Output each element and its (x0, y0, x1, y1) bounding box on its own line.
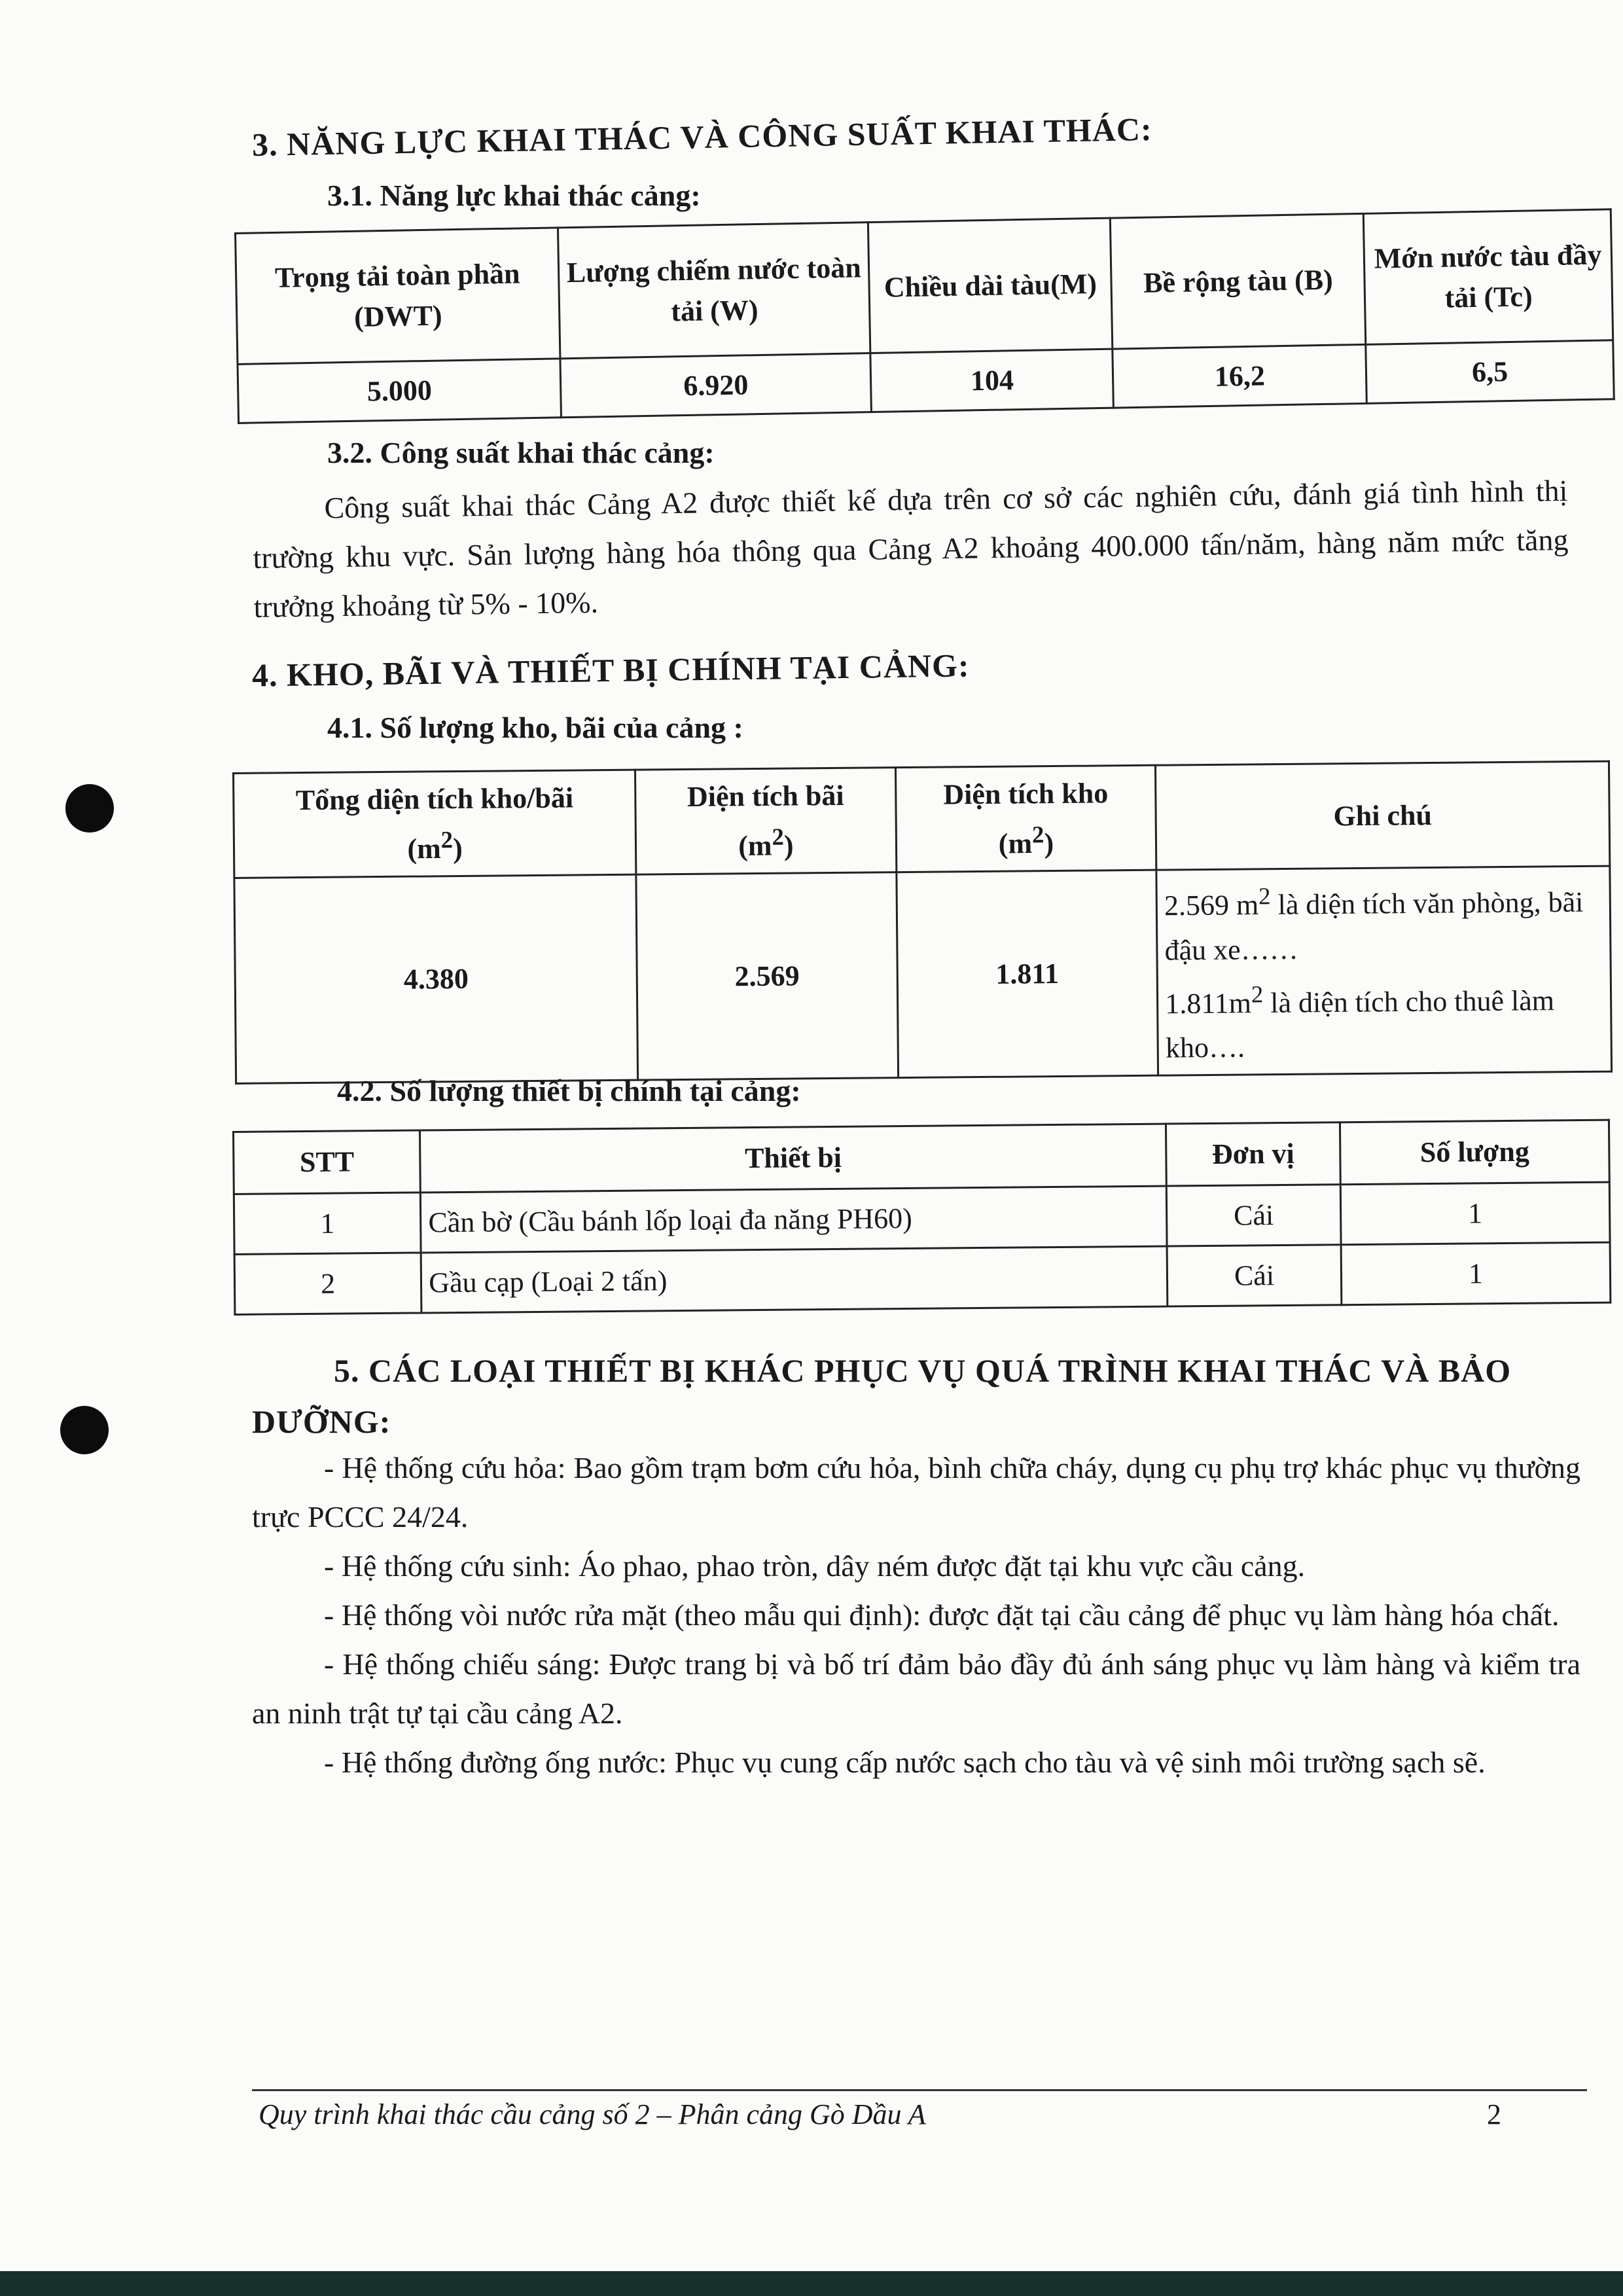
storage-table (232, 761, 1613, 1085)
section-5-body (252, 1443, 1580, 1787)
table-row (234, 1242, 1611, 1314)
section-5-title: 5. CÁC LOẠI THIẾT BỊ KHÁC PHỤC VỤ QUÁ TRÌNH KHAI THÁC VÀ BẢO DƯỠNG: (252, 1352, 1512, 1440)
footer-text: Quy trình khai thác cầu cảng số 2 – Phân cảng Gò Dầu A (259, 2098, 926, 2130)
section-4-1-title: 4.1. Số lượng kho, bãi của cảng : (327, 711, 743, 744)
port-capacity-table (234, 208, 1615, 424)
value-total-area: 4.380 (234, 874, 638, 1084)
row-equipment: Gầu cạp (Loại 2 tấn) (421, 1246, 1168, 1313)
value-warehouse-area: 1.811 (897, 870, 1158, 1078)
list-item: - Hệ thống cứu hỏa: Bao gồm trạm bơm cứu hỏa, bình chữa cháy, dụng cụ phụ trợ khác phục vụ thường trực PCCC 24/24. (252, 1451, 1580, 1534)
section-4-2-title: 4.2. Số lượng thiết bị chính tại cảng: (337, 1074, 801, 1107)
row-stt: 1 (234, 1193, 421, 1254)
page-number: 2 (1487, 2098, 1501, 2130)
row-quantity: 1 (1341, 1242, 1611, 1305)
row-unit: Cái (1167, 1245, 1342, 1306)
row-quantity: 1 (1340, 1182, 1610, 1245)
equipment-table (232, 1119, 1611, 1316)
header-total-area: Tổng diện tích kho/bãi $(m^2)$ (234, 770, 637, 878)
value-dwt: 5.000 (238, 359, 562, 423)
row-stt: 2 (234, 1253, 421, 1314)
header-warehouse-area: Diện tích kho $(m^2)$ (895, 765, 1156, 872)
list-item: - Hệ thống đường ống nước: Phục vụ cung cấp nước sạch cho tàu và vệ sinh môi trường sạch sẽ. (324, 1746, 1486, 1779)
punch-hole (65, 784, 114, 833)
footer-rule (252, 2089, 1587, 2091)
list-item: - Hệ thống chiếu sáng: Được trang bị và bố trí đảm bảo đầy đủ ánh sáng phục vụ làm hàng và kiểm tra an ninh trật tự tại cầu cảng A2. (252, 1647, 1580, 1730)
section-3-2-title: 3.2. Công suất khai thác cảng: (327, 436, 715, 469)
header-notes: Ghi chú (1156, 761, 1610, 870)
scan-edge (0, 2271, 1623, 2296)
capacity-paragraph: Công suất khai thác Cảng A2 được thiết kế dựa trên cơ sở các nghiên cứu, đánh giá tình hình thị trường khu vực. Sản lượng hàng hóa thông qua Cảng A2 khoảng 400.000 tấn/năm, hàng năm mức tăng trưởng khoảng từ 5% - 10%. (253, 473, 1569, 624)
list-item: - Hệ thống cứu sinh: Áo phao, phao tròn, dây ném được đặt tại khu vực cầu cảng. (324, 1549, 1306, 1583)
row-equipment: Cần bờ (Cầu bánh lốp loại đa năng PH60) (421, 1186, 1168, 1253)
header-beam: Bề rộng tàu (B) (1111, 213, 1366, 349)
value-yard-area: 2.569 (636, 872, 898, 1081)
header-equipment: Thiết bị (420, 1124, 1167, 1193)
header-unit: Đơn vị (1166, 1122, 1340, 1186)
header-draft: Mớn nước tàu đầy tải (Tc) (1364, 209, 1613, 345)
header-length: Chiều dài tàu(M) (868, 218, 1113, 353)
value-displacement: 6.920 (560, 353, 871, 418)
header-quantity: Số lượng (1340, 1120, 1609, 1185)
value-notes: 2.569 $m^2$ là diện tích văn phòng, bãi đậu xe…… $1.811m^2$ là diện tích cho thuê làm kho…. (1156, 866, 1611, 1075)
section-3-title: 3. NĂNG LỰC KHAI THÁC VÀ CÔNG SUẤT KHAI THÁC: (251, 110, 1153, 164)
header-displacement: Lượng chiếm nước toàn tải (W) (558, 223, 870, 359)
header-dwt: Trọng tải toàn phần (DWT) (236, 228, 561, 365)
row-unit: Cái (1166, 1185, 1341, 1246)
list-item: - Hệ thống vòi nước rửa mặt (theo mẫu qui định): được đặt tại cầu cảng để phục vụ làm hàng hóa chất. (324, 1598, 1560, 1632)
header-yard-area: Diện tích bãi $(m^2)$ (635, 768, 897, 874)
section-4-title: 4. KHO, BÃI VÀ THIẾT BỊ CHÍNH TẠI CẢNG: (251, 647, 970, 694)
value-length: 104 (870, 349, 1114, 412)
value-draft: 6,5 (1366, 340, 1614, 404)
value-beam: 16,2 (1113, 344, 1366, 408)
punch-hole (60, 1406, 109, 1454)
section-3-1-title: 3.1. Năng lực khai thác cảng: (327, 179, 701, 212)
header-stt: STT (234, 1130, 421, 1194)
